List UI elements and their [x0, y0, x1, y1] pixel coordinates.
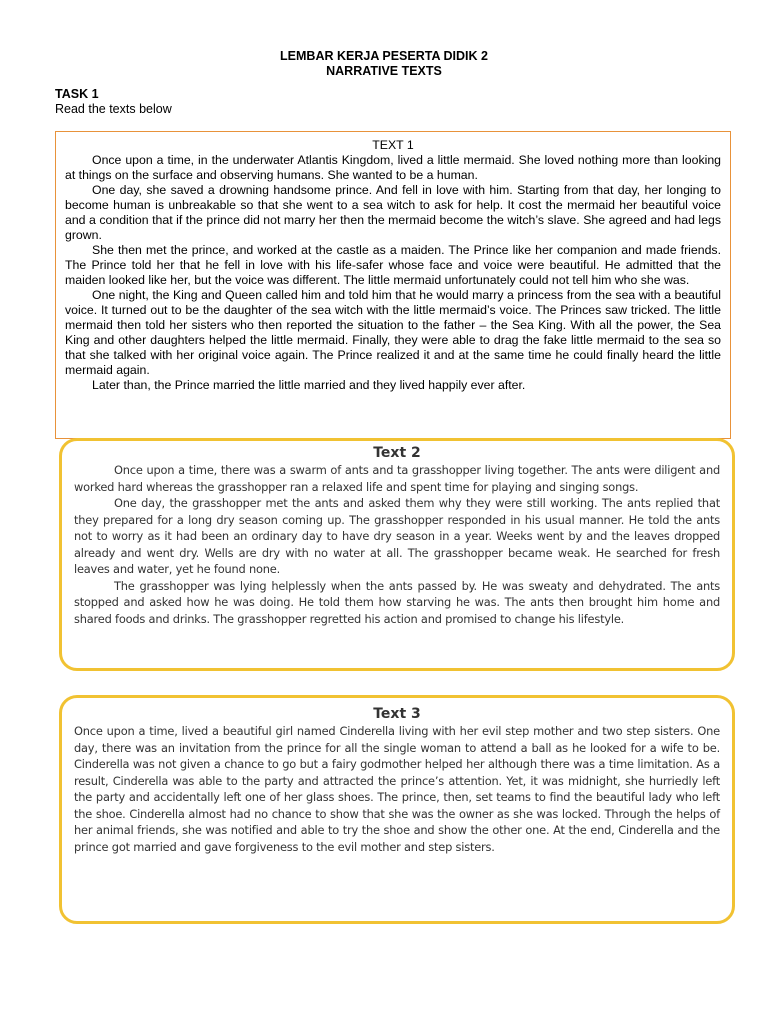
text2-title: Text 2 [373, 445, 421, 461]
text1-paragraph: One night, the King and Queen called him and told him that he would marry a princess from the sea with a beautiful voice. It turned out to be the daughter of the sea witch with the little mermaid’s voice. The Princes saw tricked. The little mermaid then told her sisters who then reported the situation to the father – the Sea King. With all the power, the Sea King and other daughters helped the little mermaid. Finally, they were able to drag the fake little mermaid to the sea so that she talked with her original voice again. The Prince realized it and at the same time he could finally heard the little mermaid again. [65, 288, 721, 377]
text1-paragraph: Later than, the Prince married the little married and they lived happily ever after. [92, 378, 526, 392]
text1-paragraph: She then met the prince, and worked at the castle as a maiden. The Prince like her companion and made friends. The Prince told her that he fell in love with his life-safer whose face and voice were beautiful. He admitted that the maiden looked like her, but the voice was different. The little mermaid unfortunately could not tell him who she was. [65, 243, 721, 287]
text2-paragraph: The grasshopper was lying helplessly when the ants passed by. He was sweaty and dehydrated. The ants stopped and asked how he was doing. He told them how starving he was. The ants then brought him home and shared foods and drinks. The grasshopper regretted his action and promised to change his lifestyle. [74, 578, 720, 626]
text3-title: Text 3 [373, 706, 421, 722]
worksheet-title: LEMBAR KERJA PESERTA DIDIK 2 [280, 49, 488, 63]
text2-box [59, 438, 735, 671]
text1-title: TEXT 1 [372, 138, 414, 152]
text2-paragraph: One day, the grasshopper met the ants and asked them why they were still working. The ants replied that they prepared for a long dry season coming up. The grasshopper responded in his usual manner. He told the ants not to worry as it had been an ordinary day to have dry season in a year. Weeks went by and the leaves dropped already and went dry. Wells are dry with no water at all. The grasshopper became weak. He searched for fresh leaves and water, yet he found none. [74, 496, 720, 576]
text1-paragraph: One day, she saved a drowning handsome prince. And fell in love with him. Starting from that day, her longing to become human is unbreakable so that she went to a sea witch to ask for help. It cost the mermaid her beautiful voice and a condition that if the prince did not marry her then the mermaid become the witch’s slave. She agreed and had legs grown. [65, 183, 721, 242]
task-instruction: Read the texts below [55, 102, 172, 116]
task-title: TASK 1 [55, 87, 99, 101]
text3-paragraph: Once upon a time, lived a beautiful girl named Cinderella living with her evil step mother and two step sisters. One day, there was an invitation from the prince for all the single woman to attend a ball as he looked for a wife to be. Cinderella was not given a chance to go but a fairy godmother helped her although there was a time limitation. As a result, Cinderella was able to the party and attracted the prince’s attention. Yet, it was midnight, she hurriedly left the party and accidentally left one of her glass shoes. The prince, then, set teams to find the beautiful lady who left the shoe. Cinderella almost had no chance to show that she was the owner as she was locked. Through the helps of her animal friends, she was notified and able to try the shoe and show the other one. At the end, Cinderella and the prince got married and gave forgiveness to the evil mother and step sisters. [74, 724, 720, 854]
text2-paragraph: Once upon a time, there was a swarm of ants and ta grasshopper living together. The ants were diligent and worked hard whereas the grasshopper ran a relaxed life and spent time for playing and singing songs. [74, 463, 720, 494]
text1-box [55, 131, 731, 439]
worksheet-subtitle: NARRATIVE TEXTS [326, 64, 442, 78]
text1-paragraph: Once upon a time, in the underwater Atlantis Kingdom, lived a little mermaid. She loved nothing more than looking at things on the surface and observing humans. She wanted to be a human. [65, 153, 721, 182]
text3-box [59, 695, 735, 924]
